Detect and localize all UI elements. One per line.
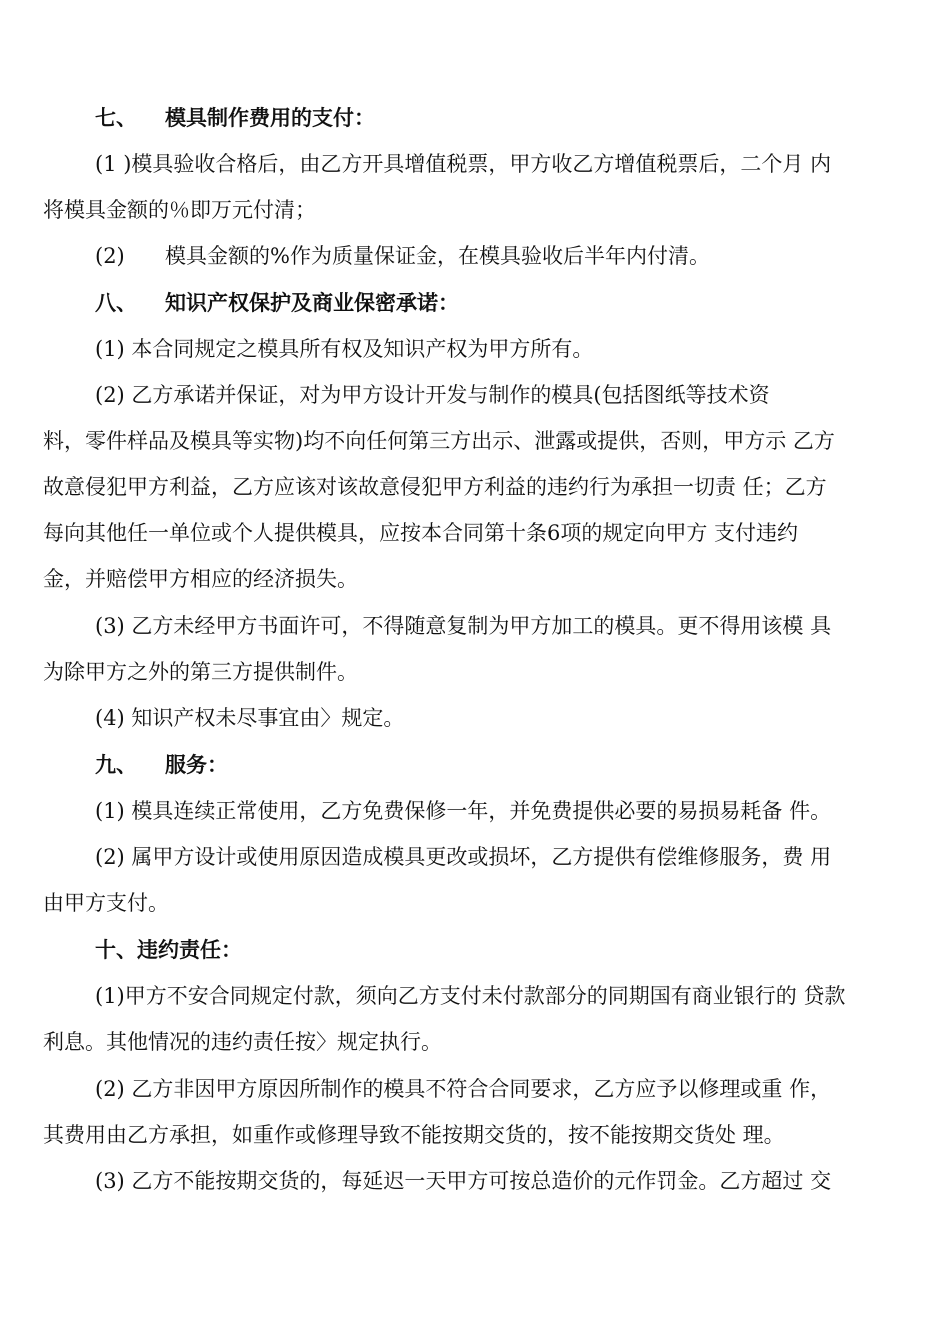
section9-heading-text: 服务：	[165, 752, 228, 777]
section7-item1-line2: 将模具金额的％即万元付清；	[43, 198, 316, 222]
section9-item1: (1) 模具连续正常使用，乙方免费保修一年，并免费提供必要的易损易耗备 件。	[95, 799, 832, 823]
section9-item2-line1: (2) 属甲方设计或使用原因造成模具更改或损坏，乙方提供有偿维修服务，费 用	[95, 845, 832, 869]
section8-item4: (4) 知识产权未尽事宜由〉规定。	[95, 706, 405, 730]
section8-item1: (1) 本合同规定之模具所有权及知识产权为甲方所有。	[95, 337, 594, 361]
section10-heading: 十、违约责任：	[95, 937, 242, 962]
section9-heading-number: 九、	[95, 752, 137, 777]
section7-item2-number: (2)	[95, 244, 125, 268]
section10-item2-line1: (2) 乙方非因甲方原因所制作的模具不符合合同要求，乙方应予以修理或重 作，	[95, 1077, 832, 1101]
section7-item1-line1: (1 )模具验收合格后，由乙方开具增值税票，甲方收乙方增值税票后，二个月 内	[95, 152, 832, 176]
section7-heading-number: 七、	[95, 105, 137, 130]
section8-item3-line2: 为除甲方之外的第三方提供制件。	[43, 660, 358, 684]
section8-item3-line1: (3) 乙方未经甲方书面许可，不得随意复制为甲方加工的模具。更不得用该模 具	[95, 614, 832, 638]
section7-item2-text: 模具金额的%作为质量保证金，在模具验收后半年内付清。	[165, 244, 710, 268]
section10-item1-line2: 利息。其他情况的违约责任按〉规定执行。	[43, 1030, 442, 1054]
section7-heading-text: 模具制作费用的支付：	[165, 105, 375, 130]
section10-item3-line1: (3) 乙方不能按期交货的，每延迟一天甲方可按总造价的元作罚金。乙方超过 交	[95, 1169, 832, 1193]
section8-item2-line5: 金，并赔偿甲方相应的经济损失。	[43, 567, 358, 591]
section8-heading-number: 八、	[95, 290, 137, 315]
section8-item2-line2: 料，零件样品及模具等实物)均不向任何第三方出示、泄露或提供，否则，甲方示 乙方	[43, 429, 835, 453]
section8-heading-text: 知识产权保护及商业保密承诺：	[165, 290, 459, 315]
section8-item2-line1: (2) 乙方承诺并保证，对为甲方设计开发与制作的模具(包括图纸等技术资	[95, 383, 770, 407]
section10-item2-line2: 其费用由乙方承担，如重作或修理导致不能按期交货的，按不能按期交货处 理。	[43, 1123, 785, 1147]
section8-item2-line4: 每向其他任一单位或个人提供模具，应按本合同第十条6项的规定向甲方 支付违约	[43, 521, 799, 545]
section9-item2-line2: 由甲方支付。	[43, 891, 169, 915]
section8-item2-line3: 故意侵犯甲方利益，乙方应该对该故意侵犯甲方利益的违约行为承担一切责 任；乙方	[43, 475, 827, 499]
section10-item1-line1: (1)甲方不安合同规定付款，须向乙方支付未付款部分的同期国有商业银行的 贷款	[95, 984, 846, 1008]
